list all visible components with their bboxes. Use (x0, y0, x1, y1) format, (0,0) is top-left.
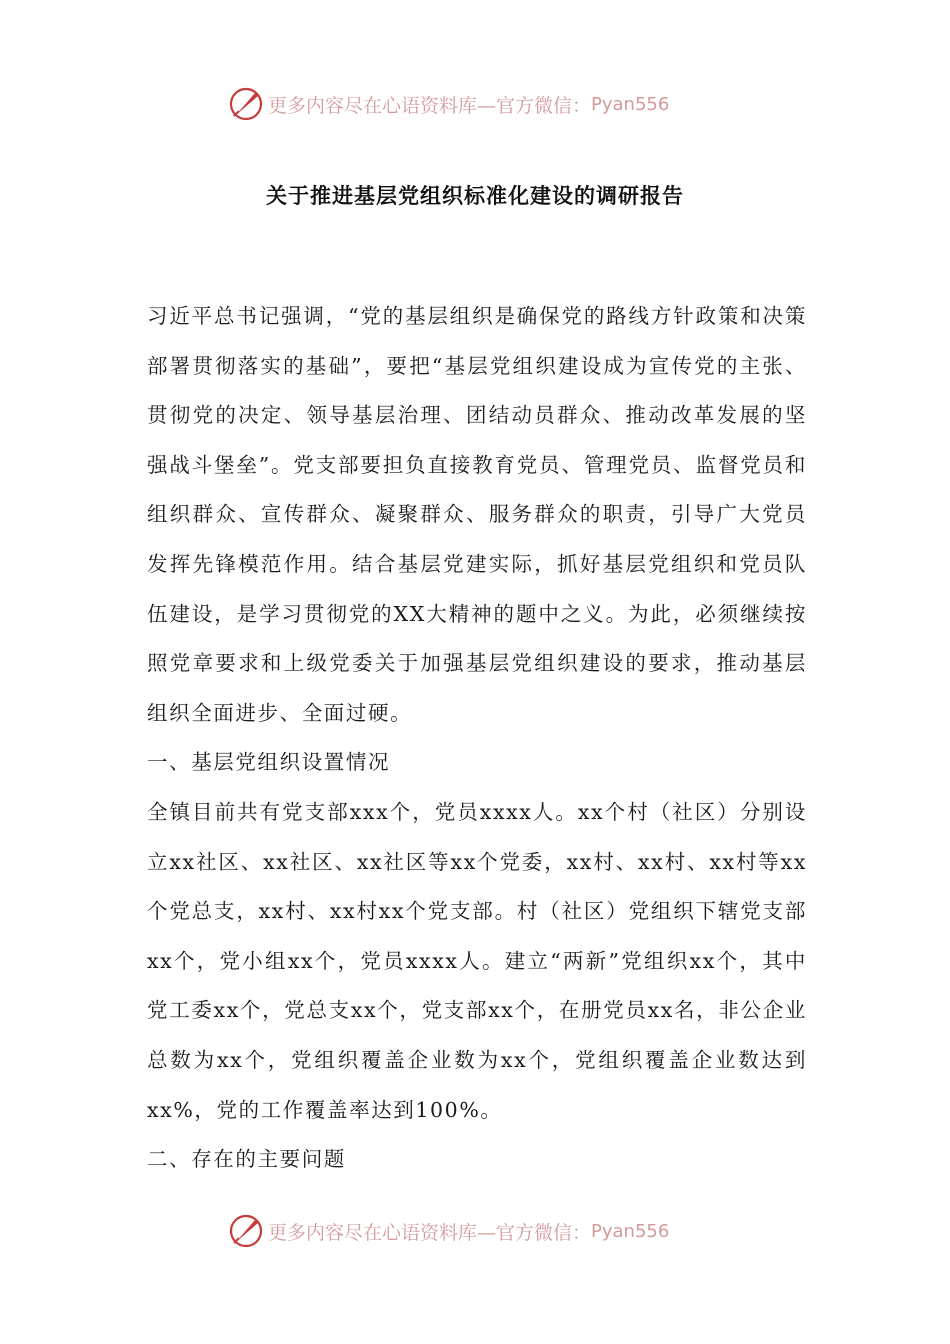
quill-logo-icon (228, 1213, 264, 1249)
quill-logo-icon (228, 86, 264, 122)
watermark-header (228, 84, 669, 124)
section-heading-1: 一、基层党组织设置情况 (147, 750, 391, 775)
document-title: 关于推进基层党组织标准化建设的调研报告 (266, 184, 684, 208)
watermark-footer (228, 1211, 669, 1251)
section-paragraph-1: 全镇目前共有党支部xxx个，党员xxxx人。xx个村（社区）分别设立xx社区、xx社区、xx社区等xx个党委，xx村、xx村、xx村等xx个党总支，xx村、xx村xx个党支部。村（社区）党组织下辖党支部xx个，党小组xx个，党员xxxx人。建立“两新”党组织xx个，其中党工委xx个，党总支xx个，党支部xx个，在册党员xx名，非公企业总数为xx个，党组织覆盖企业数为xx个，党组织覆盖企业数达到xx%，党的工作覆盖率达到100%。 (147, 799, 807, 1122)
watermark-wechat-id: Pyan556 (591, 93, 670, 115)
watermark-text: 更多内容尽在心语资料库—官方微信： (268, 94, 592, 117)
watermark-wechat-id: Pyan556 (591, 1220, 670, 1242)
document-body (147, 292, 807, 1185)
watermark-text: 更多内容尽在心语资料库—官方微信： (268, 1221, 592, 1244)
intro-paragraph: 习近平总书记强调，“党的基层组织是确保党的路线方针政策和决策部署贯彻落实的基础”，要把“基层党组织建设成为宣传党的主张、贯彻党的决定、领导基层治理、团结动员群众、推动改革发展的坚强战斗堡垒”。党支部要担负直接教育党员、管理党员、监督党员和组织群众、宣传群众、凝聚群众、服务群众的职责，引导广大党员发挥先锋模范作用。结合基层党建实际，抓好基层党组织和党员队伍建设，是学习贯彻党的XX大精神的题中之义。为此，必须继续按照党章要求和上级党委关于加强基层党组织建设的要求，推动基层组织全面进步、全面过硬。 (147, 304, 807, 725)
section-heading-2: 二、存在的主要问题 (147, 1147, 346, 1172)
